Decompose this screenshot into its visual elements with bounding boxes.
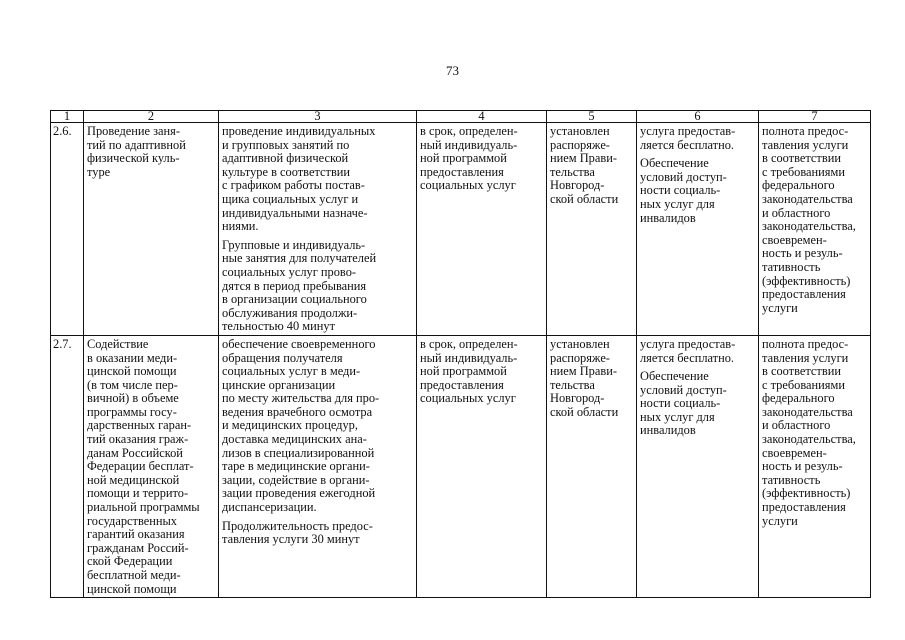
service-term-cell bbox=[417, 123, 547, 336]
text-line: риальной программы bbox=[87, 500, 200, 515]
text-line: программы госу- bbox=[87, 404, 177, 419]
service-quality-cell bbox=[759, 335, 871, 597]
text-line: социальных услуг bbox=[420, 178, 516, 193]
text-line: установлен bbox=[550, 336, 610, 351]
text-line: инвалидов bbox=[640, 210, 696, 225]
services-table bbox=[50, 110, 871, 598]
text-line: тативность bbox=[762, 259, 821, 274]
text-line: (в том числе пер- bbox=[87, 377, 178, 392]
text-line: ской Федерации bbox=[87, 554, 173, 569]
text-line: щика социальных услуг и bbox=[222, 191, 359, 206]
text-line: условий доступ- bbox=[640, 169, 727, 184]
text-line: цинской помощи bbox=[87, 364, 177, 379]
text-line: ской области bbox=[550, 404, 619, 419]
paragraph bbox=[222, 239, 413, 334]
text-line: ведения врачебного осмотра bbox=[222, 404, 373, 419]
text-line: Федерации бесплат- bbox=[87, 459, 194, 474]
text-line: гарантий оказания bbox=[87, 527, 185, 542]
service-cost-cell bbox=[547, 123, 637, 336]
text-line: услуга предостав- bbox=[640, 124, 736, 138]
text-line: в срок, определен- bbox=[420, 124, 518, 138]
text-line: Новгород- bbox=[550, 178, 605, 193]
text-line: физической куль- bbox=[87, 151, 180, 166]
row-number: 2.7. bbox=[51, 335, 84, 597]
text-line: социальных услуг в меди- bbox=[222, 364, 361, 379]
text-line: обслуживания продолжи- bbox=[222, 305, 358, 320]
text-line: цинские организации bbox=[222, 377, 336, 392]
text-line: тельностью 40 минут bbox=[222, 319, 336, 334]
text-line: Новгород- bbox=[550, 391, 605, 406]
text-line: обращения получателя bbox=[222, 350, 343, 365]
text-line: своевремен- bbox=[762, 445, 827, 460]
text-line: своевремен- bbox=[762, 232, 827, 247]
text-line: предоставления bbox=[420, 377, 504, 392]
text-line: федерального bbox=[762, 178, 835, 193]
text-line: распоряже- bbox=[550, 350, 610, 365]
paragraph bbox=[640, 125, 755, 152]
text-line: помощи и террито- bbox=[87, 486, 189, 501]
paragraph bbox=[222, 125, 413, 234]
text-line: тий оказания граж- bbox=[87, 432, 189, 447]
text-line: ниями. bbox=[222, 219, 259, 234]
text-line: социальных услуг bbox=[420, 391, 516, 406]
text-line: ной медицинской bbox=[87, 472, 180, 487]
column-number: 1 bbox=[51, 111, 84, 123]
text-line: тельства bbox=[550, 377, 595, 392]
row-number: 2.6. bbox=[51, 123, 84, 336]
text-line: и областного bbox=[762, 418, 831, 433]
column-number: 6 bbox=[637, 111, 759, 123]
column-number: 7 bbox=[759, 111, 871, 123]
text-line: ность и резуль- bbox=[762, 459, 843, 474]
text-line: туре bbox=[87, 164, 111, 179]
column-number: 2 bbox=[84, 111, 219, 123]
text-line: и областного bbox=[762, 205, 831, 220]
text-line: федерального bbox=[762, 391, 835, 406]
text-line: тельства bbox=[550, 164, 595, 179]
text-line: законодательства bbox=[762, 191, 853, 206]
paragraph bbox=[640, 370, 755, 438]
text-line: предоставления bbox=[762, 500, 846, 515]
text-line: Продолжительность предос- bbox=[222, 518, 373, 533]
text-line: законодательства, bbox=[762, 432, 856, 447]
text-line: по месту жительства для про- bbox=[222, 391, 380, 406]
text-line: ных услуг для bbox=[640, 409, 715, 424]
text-line: тавления услуги bbox=[762, 137, 849, 152]
column-number: 4 bbox=[417, 111, 547, 123]
text-line: услуги bbox=[762, 300, 798, 315]
service-description-cell bbox=[219, 335, 417, 597]
text-line: ность и резуль- bbox=[762, 246, 843, 261]
paragraph bbox=[222, 520, 413, 547]
text-line: лизов в специализированной bbox=[222, 445, 375, 460]
text-line: ности социаль- bbox=[640, 396, 721, 411]
paragraph bbox=[640, 157, 755, 225]
paragraph bbox=[640, 338, 755, 365]
text-line: диспансеризации. bbox=[222, 500, 317, 515]
text-line: законодательства, bbox=[762, 219, 856, 234]
text-line: Проведение заня- bbox=[87, 124, 180, 138]
text-line: (эффективность) bbox=[762, 486, 851, 501]
text-line: ный индивидуаль- bbox=[420, 350, 518, 365]
text-line: Групповые и индивидуаль- bbox=[222, 237, 366, 252]
text-line: культуре в соответствии bbox=[222, 164, 351, 179]
text-line: Обеспечение bbox=[640, 369, 709, 384]
text-line: ных услуг для bbox=[640, 196, 715, 211]
text-line: тавления услуги 30 минут bbox=[222, 532, 360, 547]
text-line: предоставления bbox=[420, 164, 504, 179]
text-line: (эффективность) bbox=[762, 273, 851, 288]
text-line: ные занятия для получателей bbox=[222, 251, 377, 266]
service-cost-cell bbox=[547, 335, 637, 597]
text-line: тавления услуги bbox=[762, 350, 849, 365]
column-number-row bbox=[51, 111, 871, 123]
text-line: данам Российской bbox=[87, 445, 183, 460]
text-line: в срок, определен- bbox=[420, 336, 518, 351]
text-line: социальных услуг прово- bbox=[222, 264, 357, 279]
text-line: проведение индивидуальных bbox=[222, 124, 376, 138]
paragraph bbox=[222, 338, 413, 515]
text-line: установлен bbox=[550, 124, 610, 138]
text-line: тий по адаптивной bbox=[87, 137, 186, 152]
text-line: зации проведения ежегодной bbox=[222, 486, 376, 501]
text-line: в организации социального bbox=[222, 292, 367, 307]
text-line: ляется бесплатно. bbox=[640, 137, 735, 152]
text-line: ной программой bbox=[420, 151, 507, 166]
text-line: Обеспечение bbox=[640, 156, 709, 171]
text-line: обеспечение своевременного bbox=[222, 336, 376, 351]
text-line: ной программой bbox=[420, 364, 507, 379]
text-line: ности социаль- bbox=[640, 183, 721, 198]
text-line: таре в медицинские органи- bbox=[222, 459, 370, 474]
text-line: предоставления bbox=[762, 287, 846, 302]
text-line: с графиком работы постав- bbox=[222, 178, 365, 193]
text-line: государственных bbox=[87, 513, 178, 528]
text-line: индивидуальными назначе- bbox=[222, 205, 368, 220]
text-line: нием Прави- bbox=[550, 364, 617, 379]
text-line: ской области bbox=[550, 191, 619, 206]
text-line: условий доступ- bbox=[640, 382, 727, 397]
text-line: в оказании меди- bbox=[87, 350, 178, 365]
text-line: бесплатной меди- bbox=[87, 568, 181, 582]
text-line: с требованиями bbox=[762, 164, 845, 179]
service-term-cell bbox=[417, 335, 547, 597]
text-line: в соответствии bbox=[762, 151, 841, 166]
text-line: инвалидов bbox=[640, 423, 696, 438]
text-line: распоряже- bbox=[550, 137, 610, 152]
column-number: 5 bbox=[547, 111, 637, 123]
service-description-cell bbox=[219, 123, 417, 336]
text-line: дятся в период пребывания bbox=[222, 278, 367, 293]
table-row bbox=[51, 123, 871, 336]
text-line: и медицинских процедур, bbox=[222, 418, 358, 433]
text-line: зации, содействие в органи- bbox=[222, 472, 370, 487]
text-line: адаптивной физической bbox=[222, 151, 349, 166]
text-line: в соответствии bbox=[762, 364, 841, 379]
text-line: полнота предос- bbox=[762, 336, 849, 351]
service-quality-cell bbox=[759, 123, 871, 336]
text-line: доставка медицинских ана- bbox=[222, 432, 367, 447]
text-line: цинской помощи bbox=[87, 581, 177, 596]
text-line: и групповых занятий по bbox=[222, 137, 350, 152]
service-conditions-cell bbox=[637, 123, 759, 336]
text-line: полнота предос- bbox=[762, 124, 849, 138]
text-line: с требованиями bbox=[762, 377, 845, 392]
text-line: услуги bbox=[762, 513, 798, 528]
column-number: 3 bbox=[219, 111, 417, 123]
text-line: ляется бесплатно. bbox=[640, 350, 735, 365]
service-name-cell bbox=[84, 335, 219, 597]
text-line: ный индивидуаль- bbox=[420, 137, 518, 152]
table-row bbox=[51, 335, 871, 597]
text-line: тативность bbox=[762, 472, 821, 487]
text-line: услуга предостав- bbox=[640, 336, 736, 351]
text-line: вичной) в объеме bbox=[87, 391, 179, 406]
page-number: 73 bbox=[446, 63, 459, 78]
text-line: Содействие bbox=[87, 336, 149, 351]
text-line: законодательства bbox=[762, 404, 853, 419]
text-line: нием Прави- bbox=[550, 151, 617, 166]
service-name-cell bbox=[84, 123, 219, 336]
service-conditions-cell bbox=[637, 335, 759, 597]
text-line: гражданам Россий- bbox=[87, 540, 189, 555]
text-line: дарственных гаран- bbox=[87, 418, 192, 433]
